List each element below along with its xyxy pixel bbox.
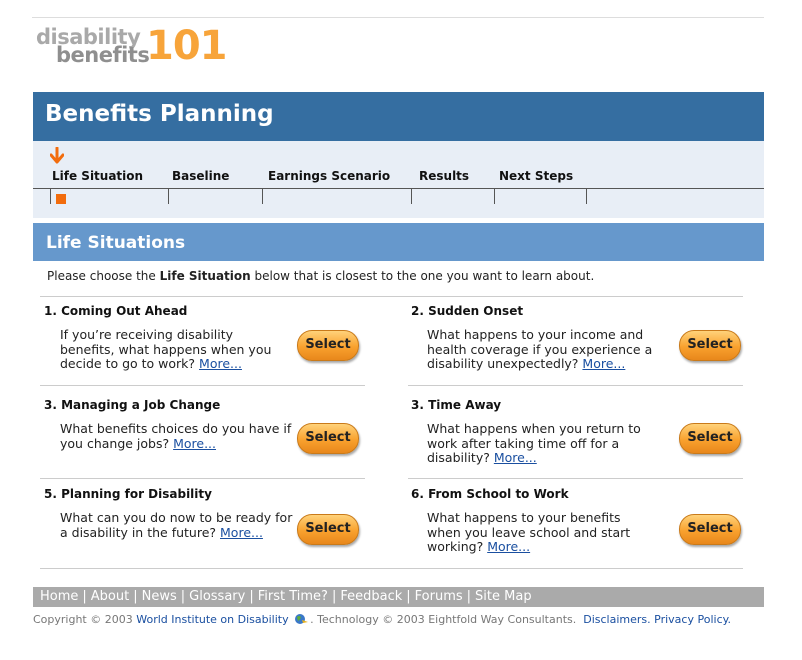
more-link[interactable]: More... bbox=[220, 524, 263, 540]
situation-card-coming-out-ahead bbox=[44, 304, 374, 384]
step-tick bbox=[586, 188, 587, 204]
situation-card-planning-for-disability bbox=[44, 487, 374, 567]
logo-word-disability: disability bbox=[36, 25, 141, 49]
footer-link-first-time[interactable]: First Time? bbox=[257, 589, 328, 604]
situation-description: What happens to your benefits when you leave school and start working? More... bbox=[427, 510, 631, 554]
top-divider bbox=[32, 17, 764, 18]
step-tick bbox=[262, 188, 263, 204]
divider bbox=[40, 296, 743, 297]
progress-track bbox=[33, 188, 764, 189]
footer-separator: | bbox=[406, 589, 411, 604]
section-header bbox=[33, 223, 764, 261]
footer-link-about[interactable]: About bbox=[90, 589, 130, 604]
footer-separator: | bbox=[82, 589, 87, 604]
disclaimers-link[interactable]: Disclaimers. bbox=[583, 613, 651, 626]
step-tick bbox=[411, 188, 412, 204]
footer-separator: | bbox=[249, 589, 254, 604]
situation-title: 3. Time Away bbox=[411, 398, 502, 412]
situation-title: 2. Sudden Onset bbox=[411, 304, 524, 318]
footer-separator: | bbox=[331, 589, 337, 604]
divider bbox=[40, 478, 365, 479]
situation-card-sudden-onset bbox=[411, 304, 741, 384]
step-baseline[interactable]: Baseline bbox=[172, 169, 230, 183]
footer-link-forums[interactable]: Forums bbox=[414, 589, 463, 604]
progress-steps bbox=[33, 141, 764, 218]
divider bbox=[40, 385, 365, 386]
copyright-line: Copyright © 2003 World Institute on Disability . Technology © 2003 Eightfold Way Consultants. Disclaimers. Privacy Policy. bbox=[33, 613, 732, 626]
divider bbox=[40, 568, 743, 569]
footer-link-news[interactable]: News bbox=[141, 589, 177, 604]
logo-number: 101 bbox=[146, 23, 227, 69]
select-button[interactable]: Select bbox=[297, 423, 359, 454]
select-button[interactable]: Select bbox=[297, 514, 359, 545]
situation-title: 6. From School to Work bbox=[411, 487, 569, 501]
situation-description: What happens to your income and health coverage if you experience a disability unexpectedly? More... bbox=[427, 327, 653, 371]
world-institute-link[interactable]: World Institute on Disability bbox=[136, 613, 289, 626]
page-banner bbox=[33, 92, 764, 141]
current-step-marker bbox=[56, 194, 66, 204]
situation-description: If you’re receiving disability benefits, what happens when you decide to go to work? More... bbox=[60, 327, 272, 371]
down-arrow-icon bbox=[50, 147, 64, 165]
situation-description: What happens when you return to work after taking time off for a disability? More... bbox=[427, 421, 641, 465]
footer-link-site-map[interactable]: Site Map bbox=[475, 589, 532, 604]
situation-title: 3. Managing a Job Change bbox=[44, 398, 221, 412]
select-button[interactable]: Select bbox=[679, 423, 741, 454]
step-results[interactable]: Results bbox=[419, 169, 470, 183]
more-link[interactable]: More... bbox=[199, 356, 242, 371]
select-button[interactable]: Select bbox=[297, 330, 359, 361]
situation-card-managing-job-change bbox=[44, 398, 374, 478]
step-tick bbox=[494, 188, 495, 204]
situation-title: 5. Planning for Disability bbox=[44, 487, 212, 501]
intro-text: Please choose the Life Situation below that is closest to the one you want to learn about. bbox=[47, 269, 595, 283]
section-title: Life Situations bbox=[46, 233, 186, 253]
divider bbox=[408, 385, 743, 386]
footer-link-feedback[interactable]: Feedback bbox=[340, 589, 403, 604]
footer-separator: | bbox=[466, 589, 472, 604]
more-link[interactable]: More... bbox=[582, 356, 626, 371]
footer-links bbox=[40, 589, 532, 604]
logo-word-benefits: benefits bbox=[56, 43, 150, 67]
step-next-steps[interactable]: Next Steps bbox=[499, 169, 574, 183]
more-link[interactable]: More... bbox=[493, 450, 537, 465]
step-life-situation[interactable]: Life Situation bbox=[52, 169, 144, 183]
step-tick bbox=[50, 188, 51, 204]
footer-nav bbox=[33, 587, 764, 607]
step-tick bbox=[168, 188, 169, 204]
more-link[interactable]: More... bbox=[173, 435, 217, 451]
select-button[interactable]: Select bbox=[679, 330, 741, 361]
divider bbox=[408, 478, 743, 479]
page-title: Benefits Planning bbox=[45, 101, 274, 127]
select-button[interactable]: Select bbox=[679, 514, 741, 545]
privacy-policy-link[interactable]: Privacy Policy. bbox=[654, 613, 732, 626]
footer-link-glossary[interactable]: Glossary bbox=[189, 589, 246, 604]
step-earnings-scenario[interactable]: Earnings Scenario bbox=[268, 169, 391, 183]
situation-description: What can you do now to be ready for a disability in the future? More... bbox=[60, 510, 293, 540]
situation-card-time-away bbox=[411, 398, 741, 478]
situation-card-school-to-work bbox=[411, 487, 741, 567]
situation-description: What benefits choices do you have if you change jobs? More... bbox=[60, 421, 292, 451]
more-link[interactable]: More... bbox=[487, 539, 531, 554]
situation-title: 1. Coming Out Ahead bbox=[44, 304, 188, 318]
footer-separator: | bbox=[133, 589, 138, 604]
globe-icon bbox=[294, 613, 308, 625]
site-logo[interactable] bbox=[36, 24, 236, 68]
footer-link-home[interactable]: Home bbox=[40, 589, 79, 604]
footer-separator: | bbox=[180, 589, 186, 604]
